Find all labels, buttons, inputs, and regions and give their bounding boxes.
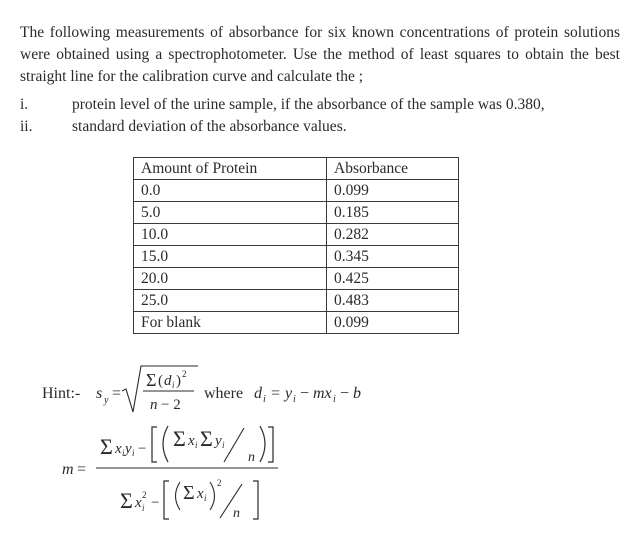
svg-text:y: y xyxy=(215,433,222,449)
svg-text:i: i xyxy=(222,440,225,450)
svg-text:i: i xyxy=(132,448,135,458)
cell-amount: 0.0 xyxy=(134,180,327,202)
svg-text:2: 2 xyxy=(217,478,222,488)
svg-text:): ) xyxy=(176,373,181,389)
cell-amount: 20.0 xyxy=(134,268,327,290)
cell-absorbance: 0.345 xyxy=(327,246,459,268)
cell-absorbance: 0.099 xyxy=(327,180,459,202)
hint-label: Hint:- xyxy=(42,385,81,402)
svg-text:Σ: Σ xyxy=(146,370,157,390)
problem-intro: The following measurements of absorbance for six known concentrations of protein solutions were obtained using a spectrophotometer. Use the method of least squares to obtain the best straight line for the calibration curve and calculate the ; xyxy=(20,24,620,85)
svg-text:mx: mx xyxy=(313,385,332,402)
svg-text:−: − xyxy=(300,385,310,402)
svg-text:2: 2 xyxy=(142,490,147,500)
sy-formula xyxy=(96,366,198,413)
item-text: standard deviation of the absorbance values. xyxy=(72,118,347,135)
svg-text:2: 2 xyxy=(182,369,187,379)
header-amount: Amount of Protein xyxy=(134,158,327,180)
svg-text:i: i xyxy=(293,394,296,405)
svg-text:Σ: Σ xyxy=(200,426,213,451)
header-absorbance: Absorbance xyxy=(327,158,459,180)
svg-text:y: y xyxy=(285,385,293,402)
svg-text:i: i xyxy=(172,380,175,390)
svg-text:x: x xyxy=(135,495,142,511)
svg-text:Σ: Σ xyxy=(173,426,186,451)
svg-text:m: m xyxy=(62,461,74,478)
svg-text:Σ: Σ xyxy=(183,482,195,504)
svg-text:i: i xyxy=(122,448,125,458)
svg-text:− 2: − 2 xyxy=(161,397,181,413)
svg-text:i: i xyxy=(263,394,266,405)
svg-text:−: − xyxy=(138,441,147,457)
svg-text:i: i xyxy=(195,440,198,450)
m-formula xyxy=(62,426,278,521)
cell-absorbance: 0.425 xyxy=(327,268,459,290)
di-formula xyxy=(254,385,361,405)
svg-text:=: = xyxy=(77,461,87,478)
svg-text:=: = xyxy=(271,385,281,402)
svg-text:Σ: Σ xyxy=(120,488,133,513)
svg-text:n: n xyxy=(150,397,158,413)
cell-amount: 25.0 xyxy=(134,290,327,312)
where-label: where xyxy=(204,385,244,402)
svg-text:d: d xyxy=(254,385,262,402)
svg-text:n: n xyxy=(248,450,255,465)
svg-text:b: b xyxy=(353,385,361,402)
svg-text:−: − xyxy=(151,495,160,511)
cell-absorbance: 0.185 xyxy=(327,202,459,224)
cell-amount: 10.0 xyxy=(134,224,327,246)
svg-text:(: ( xyxy=(158,373,163,389)
item-number: i. xyxy=(20,96,29,113)
svg-text:y: y xyxy=(104,395,109,406)
cell-amount: 5.0 xyxy=(134,202,327,224)
cell-absorbance: 0.099 xyxy=(327,312,459,334)
svg-text:−: − xyxy=(340,385,350,402)
svg-text:n: n xyxy=(233,506,240,521)
item-text: protein level of the urine sample, if the absorbance of the sample was 0.380, xyxy=(72,96,545,113)
svg-text:i: i xyxy=(204,493,207,503)
cell-absorbance: 0.282 xyxy=(327,224,459,246)
item-number: ii. xyxy=(20,118,33,135)
cell-amount: For blank xyxy=(134,312,327,334)
svg-text:s: s xyxy=(96,385,103,402)
svg-text:Σ: Σ xyxy=(100,434,113,459)
cell-amount: 15.0 xyxy=(134,246,327,268)
svg-text:i: i xyxy=(333,394,336,405)
svg-text:x: x xyxy=(115,441,122,457)
svg-text:x: x xyxy=(188,433,195,449)
svg-text:x: x xyxy=(197,486,204,502)
svg-text:d: d xyxy=(164,373,172,389)
cell-absorbance: 0.483 xyxy=(327,290,459,312)
svg-text:y: y xyxy=(125,441,132,457)
svg-text:=: = xyxy=(112,385,122,402)
svg-text:i: i xyxy=(142,503,145,513)
